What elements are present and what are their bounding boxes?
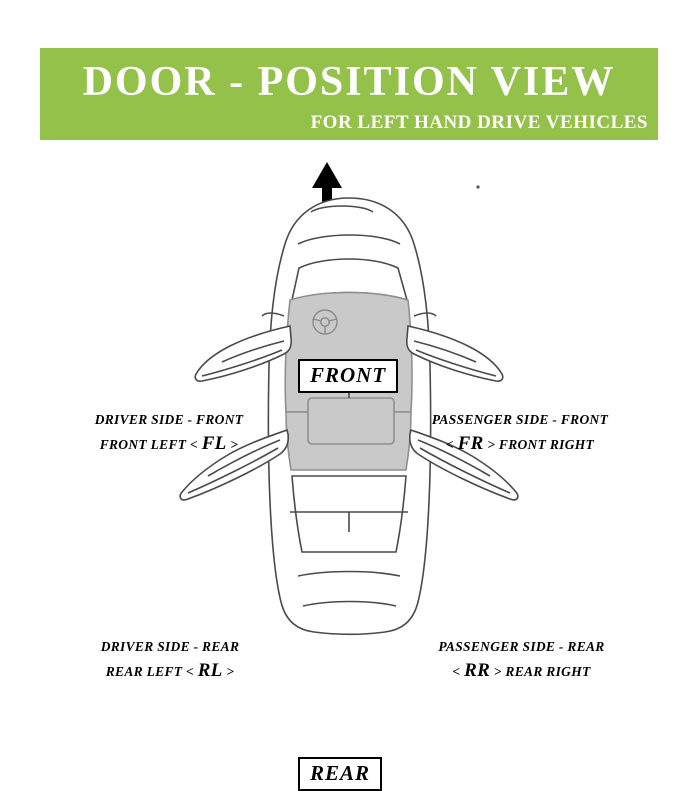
label-rear-left (90, 637, 250, 684)
label-front-left-line1: DRIVER SIDE - FRONT (94, 412, 244, 427)
label-front-left-code: FL (201, 432, 227, 454)
page-title: DOOR - POSITION VIEW (82, 59, 616, 105)
label-rear-right-code: RR (464, 659, 491, 681)
label-rear-left-suffix: > (226, 663, 235, 679)
label-rear-left-code: RL (197, 659, 223, 681)
label-rear-left-line2 (90, 657, 250, 685)
label-rear-left-prefix: REAR LEFT < (105, 663, 194, 679)
label-rear-right-line2 (434, 657, 609, 685)
label-front-right-code: FR (457, 432, 484, 454)
label-rear-right (434, 637, 609, 684)
label-front-left (84, 410, 254, 457)
label-front-right-line2 (430, 430, 610, 458)
label-front-right-suffix: > FRONT RIGHT (487, 436, 595, 452)
label-rear-right-line1: PASSENGER SIDE - REAR (438, 639, 605, 654)
label-front-left-suffix: > (230, 436, 239, 452)
front-label-box: FRONT (298, 359, 398, 393)
vehicle-diagram (0, 140, 698, 785)
rear-label-box: REAR (298, 757, 382, 791)
page-subtitle: FOR LEFT HAND DRIVE VEHICLES (310, 112, 648, 133)
label-front-right-line1: PASSENGER SIDE - FRONT (431, 412, 609, 427)
label-rear-right-prefix: < (452, 663, 461, 679)
label-front-right-prefix: < (445, 436, 454, 452)
label-rear-right-suffix: > REAR RIGHT (493, 663, 591, 679)
label-front-right (430, 410, 610, 457)
label-front-left-prefix: FRONT LEFT < (99, 436, 199, 452)
vehicle-illustration (0, 140, 698, 670)
label-rear-left-line1: DRIVER SIDE - REAR (100, 639, 240, 654)
label-front-left-line2 (84, 430, 254, 458)
